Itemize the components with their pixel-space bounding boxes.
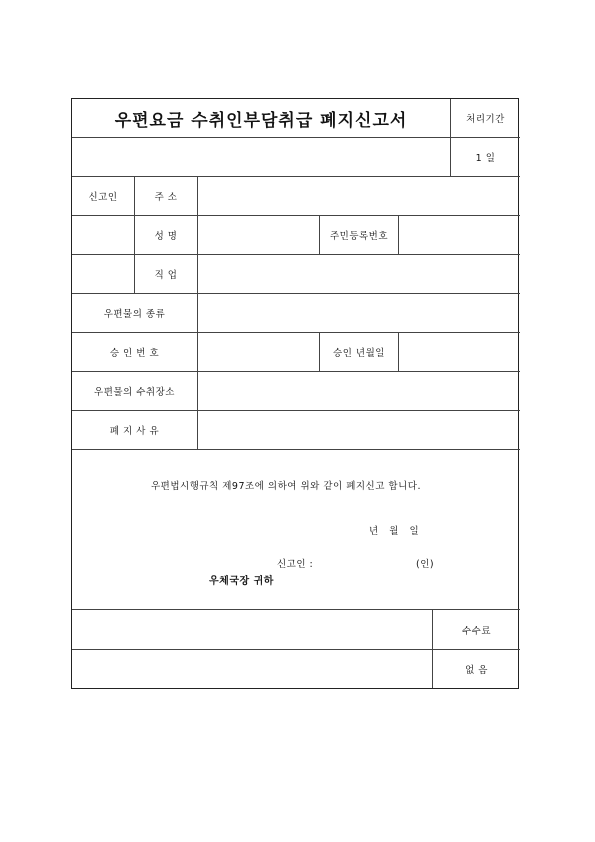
declaration-section [72,450,520,610]
signer-label: 신고인 : [277,559,314,570]
abolition-report-form [71,98,519,689]
abolition-reason-label: 폐 지 사 유 [72,411,198,450]
form-title: 우편요금 수취인부담취급 폐지신고서 [72,99,451,138]
occupation-field[interactable] [198,255,520,294]
reporter-blank-2 [72,255,135,294]
processing-period-label: 처리기간 [451,99,520,138]
resident-number-field[interactable] [399,216,520,255]
receiving-place-label: 우편물의 수취장소 [72,372,198,411]
declaration-text: 우편법시행규칙 제97조에 의하여 위와 같이 폐지신고 합니다. [151,481,421,492]
occupation-label: 직 업 [135,255,198,294]
name-label: 성 명 [135,216,198,255]
abolition-reason-field[interactable] [198,411,520,450]
processing-period-value: 1 일 [451,138,520,177]
resident-number-label: 주민등록번호 [320,216,399,255]
approval-date-field[interactable] [399,333,520,372]
fee-value: 없 음 [465,665,488,676]
mail-type-label: 우편물의 종류 [72,294,198,333]
title-sub-blank [72,138,451,177]
mail-type-field[interactable] [198,294,520,333]
receiving-place-field[interactable] [198,372,520,411]
date-line: 년 월 일 [369,526,420,537]
addressee: 우체국장 귀하 [209,576,274,587]
fee-label: 수수료 [433,610,520,650]
approval-number-label: 승 인 번 호 [72,333,198,372]
name-field[interactable] [198,216,320,255]
address-label: 주 소 [135,177,198,216]
approval-number-field[interactable] [198,333,320,372]
address-field[interactable] [198,177,520,216]
fee-blank-2 [72,650,433,688]
reporter-label: 신고인 [72,177,135,216]
reporter-blank-1 [72,216,135,255]
fee-blank-1 [72,610,433,650]
approval-date-label: 승인 년월일 [320,333,399,372]
seal-label: (인) [416,559,435,570]
